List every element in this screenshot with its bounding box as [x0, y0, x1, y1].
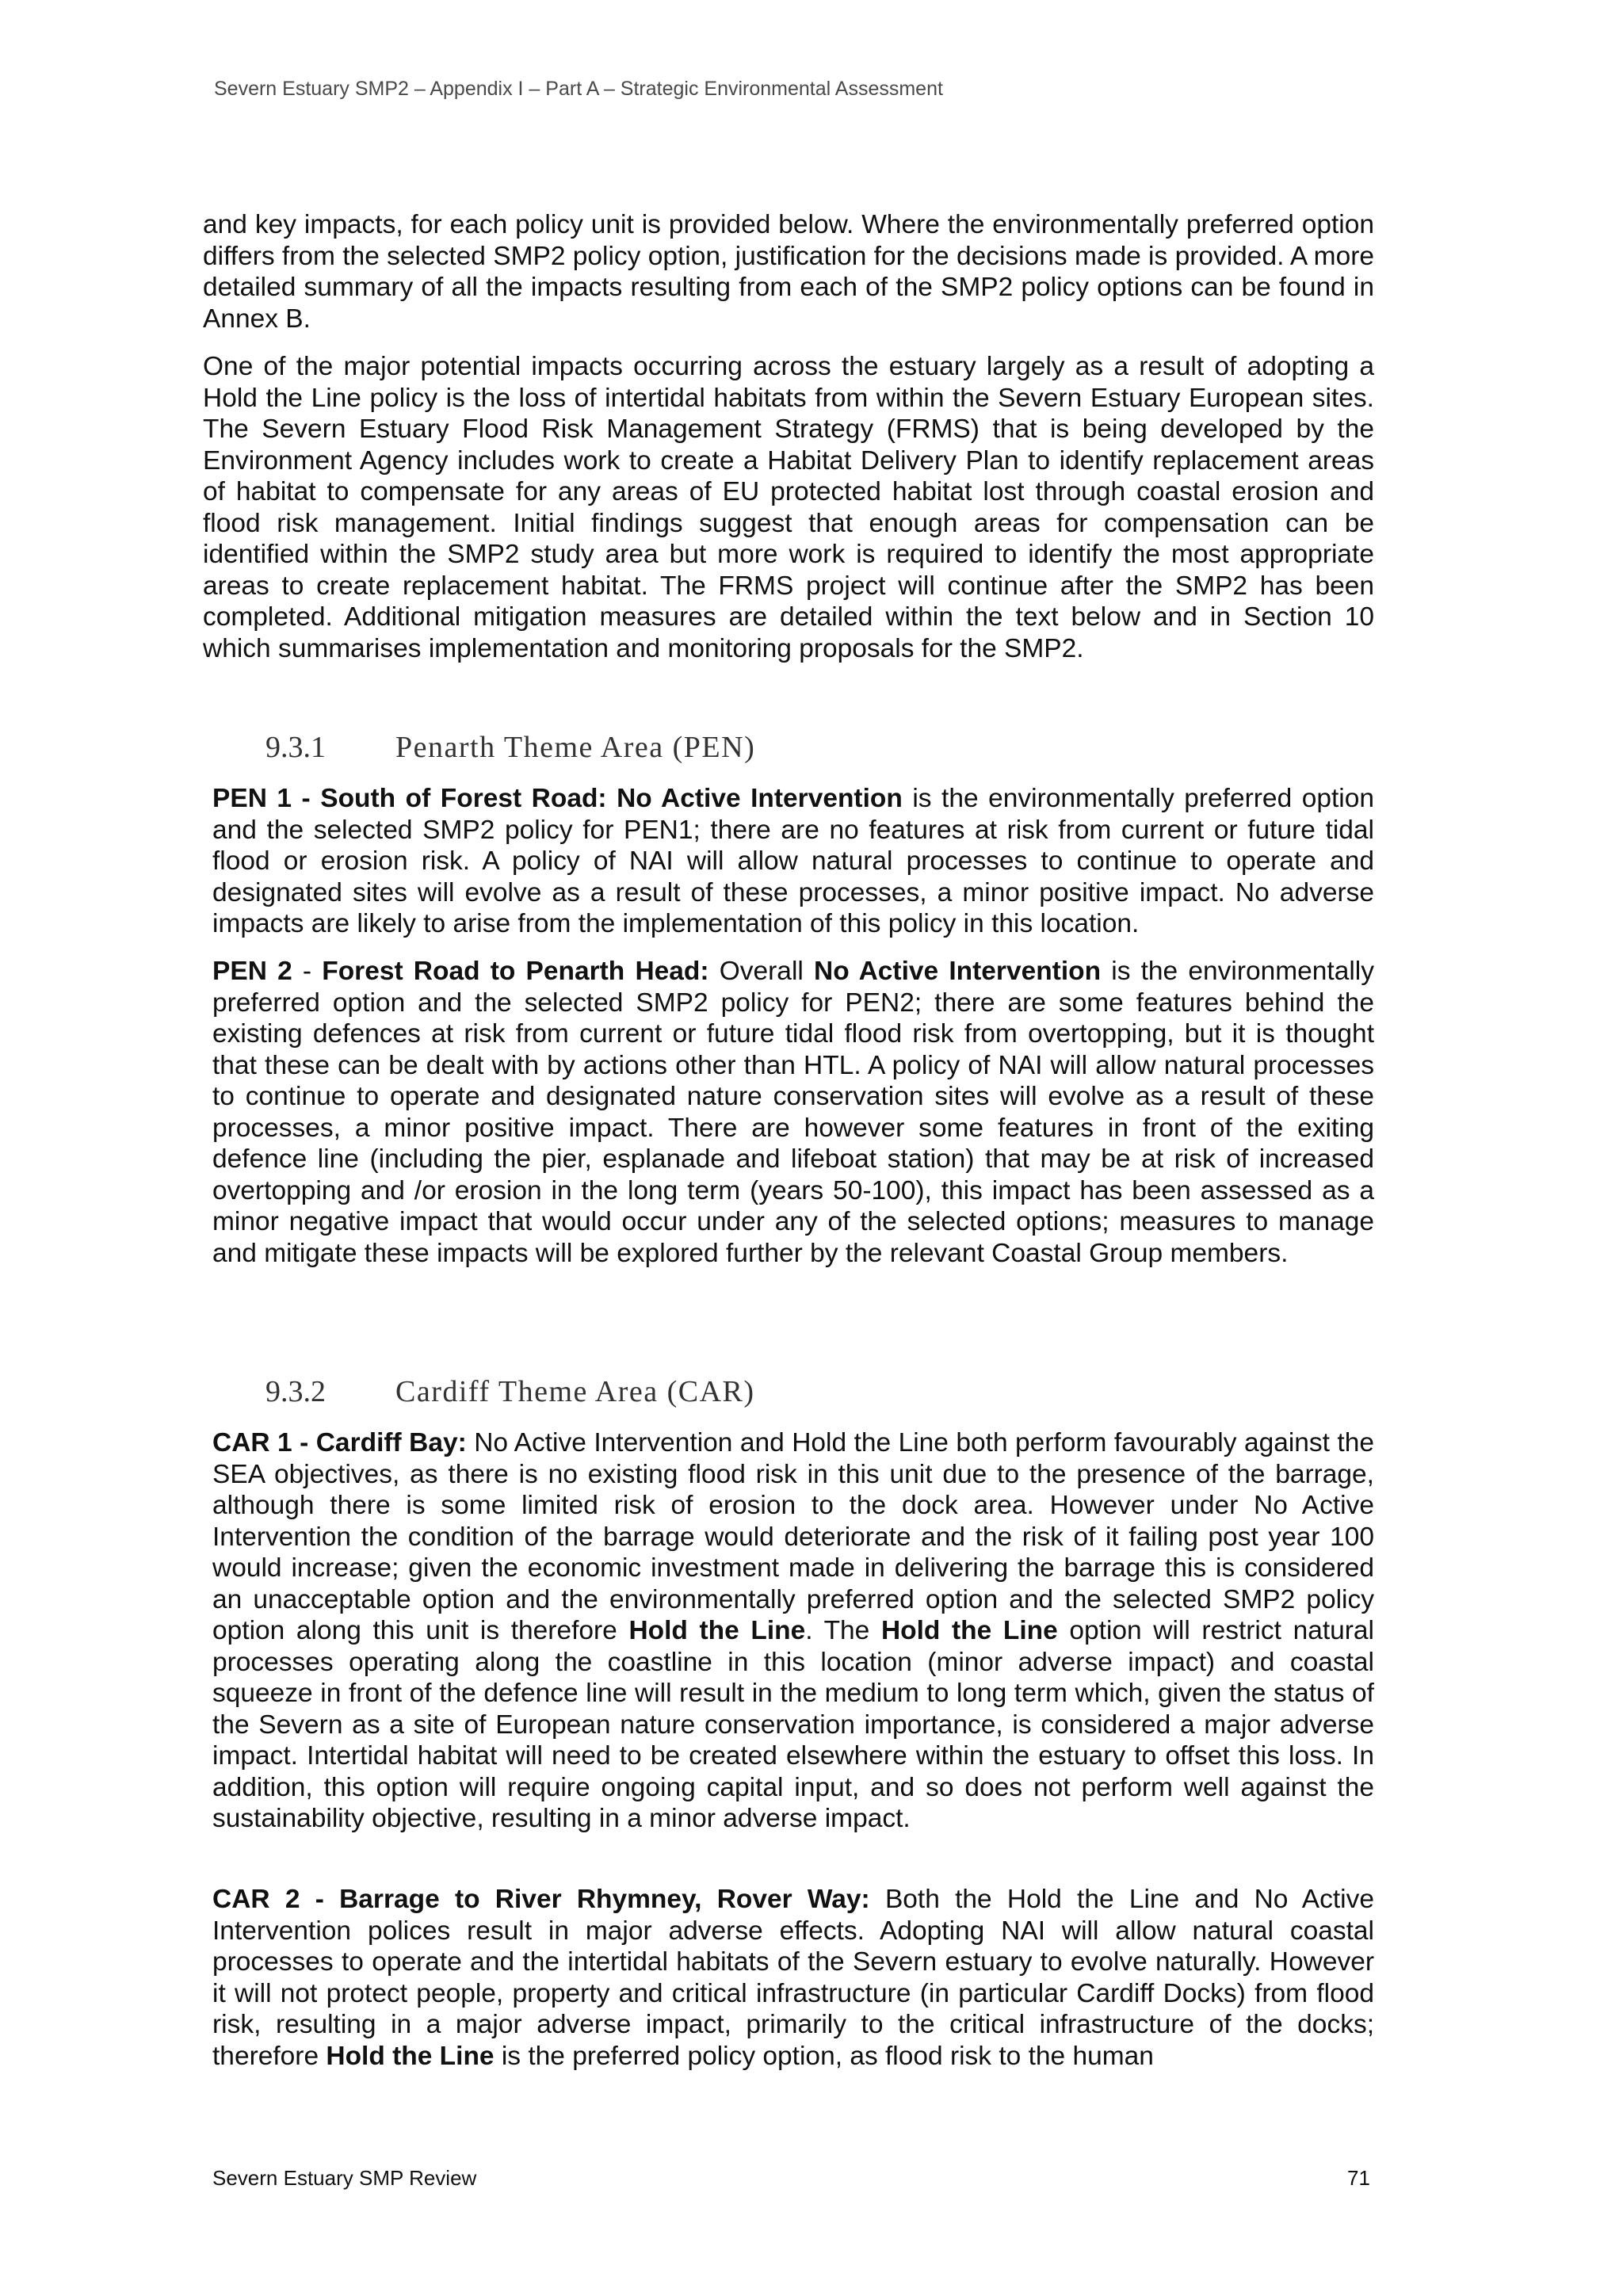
section-title: Penarth Theme Area (PEN): [395, 731, 756, 764]
pen2-label-a: PEN 2: [212, 957, 292, 986]
pen1-paragraph: [212, 783, 1374, 940]
car1-text-a: No Active Intervention and Hold the Line both perform favourably against the SEA objectives, as there is no existing flood risk in this unit due to the presence of the barrage, although there is some limited risk of erosion to the dock area. However under No Active Intervention the condition of the barrage would deteriorate and the risk of it failing post year 100 would increase; given the economic investment made in delivering the barrage this is considered an unacceptable option and the environmentally preferred option and the selected SMP2 policy option along this unit is therefore: [212, 1428, 1374, 1645]
car1-text-b: . The: [805, 1616, 881, 1645]
car2-text-a: Both the Hold the Line and No Active Intervention polices result in major adverse effects. Adopting NAI will allow natural coastal processes to operate and the intertidal habitats of the Severn estuary to evolve naturally. However it will not protect people, property and critical infrastructure (in particular Cardiff Docks) from flood risk, resulting in a major adverse impact, primarily to the critical infrastructure of the docks; therefore: [212, 1885, 1375, 2071]
pen1-label: PEN 1 - South of Forest Road: No Active Intervention: [212, 784, 903, 813]
section-number: 9.3.2: [265, 1375, 326, 1408]
pen1-text: is the environmentally preferred option and the selected SMP2 policy for PEN1; there are no features at risk from current or future tidal flood or erosion risk. A policy of NAI will allow natural processes to continue to operate and designated sites will evolve as a result of these processes, a minor positive impact. No adverse impacts are likely to arise from the implementation of this policy in this location.: [212, 784, 1374, 938]
intro-paragraph-1-text: and key impacts, for each policy unit is provided below. Where the environmentally preferred option differs from the selected SMP2 policy option, justification for the decisions made is provided. A more detailed summary of all the impacts resulting from each of the SMP2 policy options can be found in Annex B.: [203, 210, 1374, 334]
page-number: 71: [1347, 2166, 1370, 2190]
footer-title: Severn Estuary SMP Review: [212, 2166, 477, 2190]
running-header: Severn Estuary SMP2 – Appendix I – Part A – Strategic Environmental Assessment: [214, 78, 943, 100]
car1-bold-a: Hold the Line: [628, 1616, 806, 1645]
section-number: 9.3.1: [265, 731, 326, 764]
intro-paragraph-1: [203, 209, 1374, 334]
pen2-separator: -: [292, 957, 323, 986]
intro-paragraph-2-text: One of the major potential impacts occurring across the estuary largely as a result of adopting a Hold the Line policy is the loss of intertidal habitats from within the Severn Estuary European sites. The Severn Estuary Flood Risk Management Strategy (FRMS) that is being developed by the Environment Agency includes work to create a Habitat Delivery Plan to identify replacement areas of habitat to compensate for any areas of EU protected habitat lost through coastal erosion and flood risk management. Initial findings suggest that enough areas for compensation can be identified within the SMP2 study area but more work is required to identify the most appropriate areas to create replacement habitat. The FRMS project will continue after the SMP2 has been completed. Additional mitigation measures are detailed within the text below and in Section 10 which summarises implementation and monitoring proposals for the SMP2.: [203, 352, 1374, 663]
pen2-bold-a: No Active Intervention: [814, 957, 1102, 986]
pen2-text-a: Overall: [708, 957, 815, 986]
car2-label: CAR 2 - Barrage to River Rhymney, Rover Way:: [212, 1885, 870, 1914]
car1-paragraph: [212, 1427, 1374, 1835]
car1-text-c: option will restrict natural processes operating along the coastline in this location (minor adverse impact) and coastal squeeze in front of the defence line will result in the medium to long term which, given the status of the Severn as a site of European nature conservation importance, is considered a major adverse impact. Intertidal habitat will need to be created elsewhere within the estuary to offset this loss. In addition, this option will require ongoing capital input, and so does not perform well against the sustainability objective, resulting in a minor adverse impact.: [212, 1616, 1374, 1833]
car1-bold-b: Hold the Line: [880, 1616, 1058, 1645]
car2-bold-a: Hold the Line: [326, 2041, 495, 2071]
intro-paragraph-2: [203, 351, 1374, 664]
pen2-text-b: is the environmentally preferred option and the selected SMP2 policy for PEN2; there are some features behind the existing defences at risk from current or future tidal flood risk from overtopping, but it is thought that these can be dealt with by actions other than HTL. A policy of NAI will allow natural processes to continue to operate and designated nature conservation sites will evolve as a result of these processes, a minor positive impact. There are however some features in front of the exiting defence line (including the pier, esplanade and lifeboat station) that may be at risk of increased overtopping and /or erosion in the long term (years 50-100), this impact has been assessed as a minor negative impact that would occur under any of the selected options; measures to manage and mitigate these impacts will be explored further by the relevant Coastal Group members.: [212, 957, 1374, 1268]
car2-paragraph: [212, 1884, 1374, 2072]
pen2-label-b: Forest Road to Penarth Head:: [322, 957, 709, 986]
section-title: Cardiff Theme Area (CAR): [395, 1375, 755, 1408]
pen2-paragraph: [212, 956, 1374, 1269]
car1-label: CAR 1 - Cardiff Bay:: [212, 1428, 467, 1457]
car2-text-b: is the preferred policy option, as flood risk to the human: [494, 2041, 1154, 2071]
